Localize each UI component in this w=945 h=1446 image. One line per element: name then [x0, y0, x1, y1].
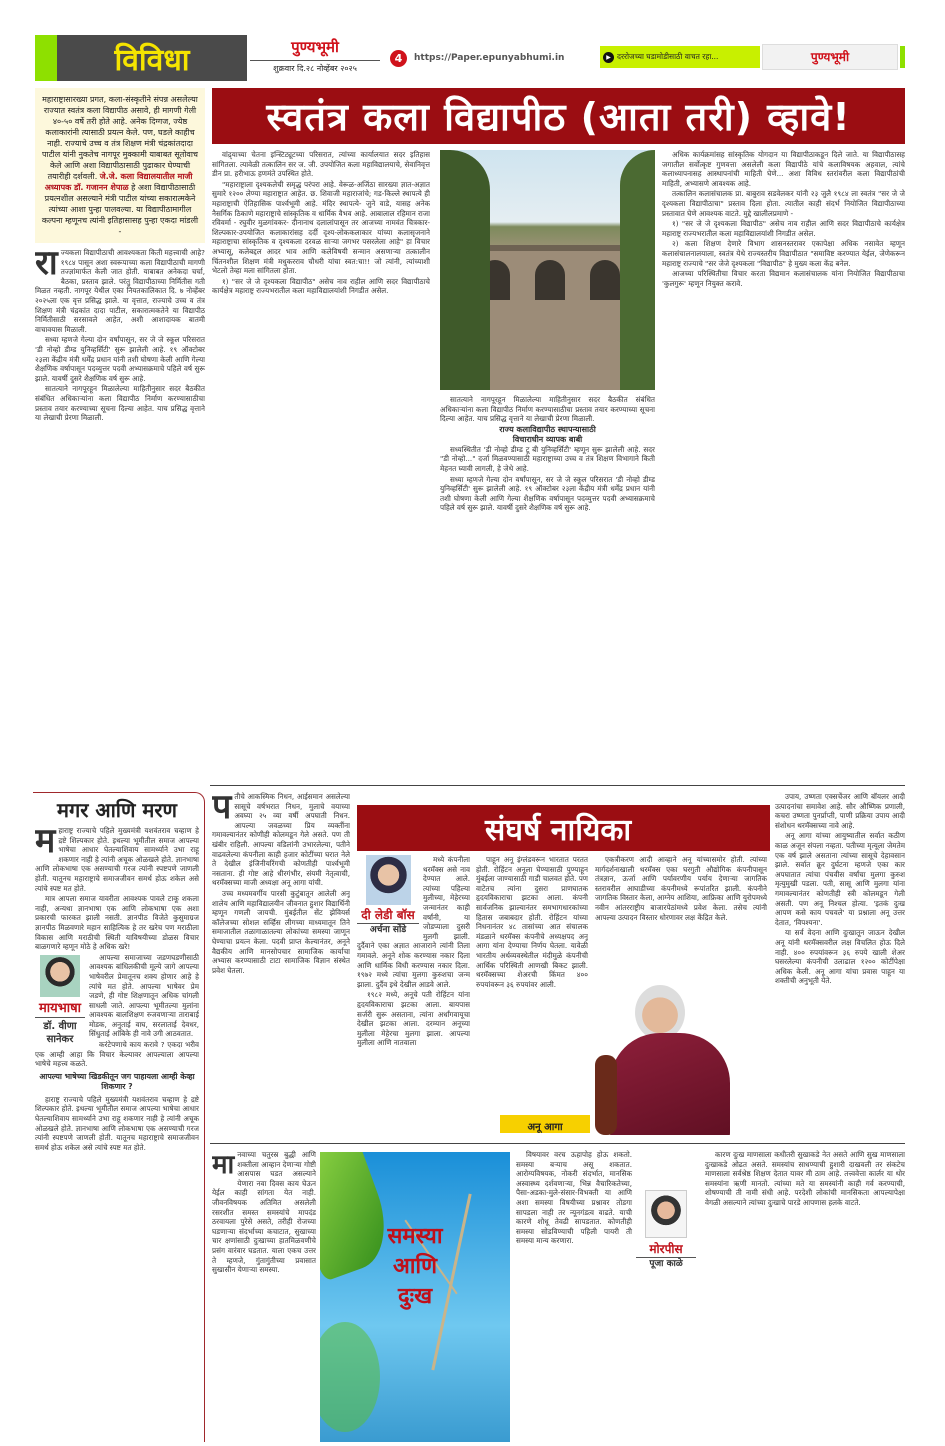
- intro-end: हे अशा विद्यापीठासाठी प्रयत्नशील असल्याने मंत्री पाटील यांच्या सकारात्मकेने त्यांच्या आशा पुन्हा पालवल्या. या विद्यापीठामागील कल्पना म्हणूनच त्यांनी इतिहासासह पुन्हा एकदा मांडली -: [41, 183, 199, 236]
- anu-aga-photo: [595, 985, 755, 1135]
- paragraph: नवाच्या चतुरस्र बुद्धी आणि शक्तीला आव्हान देणाऱ्या गोष्टी आसपास घडत असल्याने येणारा नवा दिवस काय घेऊन येईल काही सांगता येत नाही. जीवनविषयक अतिमित असलेली रसरशीत समस्त समस्यांचे मापदंड ठरवायला पुरेसे असते, तरीही रोजच्या घडणाऱ्या संदर्भाच्या कचाटात, सुखाच्या चार क्षणांसाठी दुःखाच्या हातमिळवणीचे प्रसंग वारंवार घडतात. याला एकच उत्तर ते म्हणजे, गुंतागुंतीच्या प्रवासात सुखासीन येणाऱ्या समस्या.: [212, 1150, 316, 1275]
- sangharsh-col-2: [595, 855, 767, 980]
- subheading: राज्य कलाविद्यापीठ स्थापन्यासाठी: [499, 424, 596, 434]
- sangharsh-title: संघर्ष नायिका: [485, 812, 632, 848]
- sangharsh-title-bar: [357, 805, 770, 851]
- paragraph: एकत्रीकरण आदी आव्हाने अनू यांच्यासमोर होती. त्यांच्या मार्गदर्शनाखाली थरमॅक्स एका घरगुती औद्योगिक कंपनीपासून तंत्रज्ञान, ऊर्जा आणि पर्यावरणीय पर्याय देणाऱ्या जागतिक स्तरावरील आघाडीच्या कंपनीमध्ये रूपांतरित झाली. कंपनीने जागतिक विस्तार केला, आग्नेय आशिया, आफ्रिका आणि युरोपमध्ये नवीन आंतरराष्ट्रीय बाजारपेठांमध्ये प्रवेश केला. तसेच त्यांनी आपल्या उत्पादन विस्तार धोरणावर लक्ष केंद्रित केले.: [595, 855, 767, 922]
- masthead-center: [250, 37, 380, 74]
- paragraph: १) "सर जे जे दृश्यकला विद्यापीठ" असेच नाव राहील आणि सदर विद्यापीठाचे कार्यक्षेत्र महाराष्ट्र राज्यभरातील कला महाविद्यालयांशी निगडीत असेल.: [662, 219, 905, 238]
- column-name: मोरपीस: [636, 1242, 696, 1258]
- samasya-col-3: [705, 1150, 905, 1442]
- paragraph: अधिक कार्यक्रमांसह सांस्कृतिक योगदान या विद्यापीठाकडून दिले जाते. या विद्यापीठासह जगातील सर्वोत्कृष्ट गुणवत्ता असलेली कला विद्यापीठे यांचे कलाविषयक अहवाल, त्यांचे कलाध्यापनासह आस्थापनांची माहिती घेणे... अशा विविध स्तरांवरील कला विद्यापीठांची माहिती, अभ्यासणे आवश्यक आहे.: [662, 150, 905, 188]
- ticker-bar: [600, 46, 760, 68]
- paragraph: वांद्र्याच्या चेतना इन्स्टिट्यूटच्या परिसरात, त्यांच्या कार्यालयात सदर इतिहास सांगितला. त्यावेळी तत्कालिन सर ज. जी. उपयोजित कला महाविद्यालयाचे, सेवानिवृत्त डीन प्रा. हरीभाऊ हणमंते उपस्थित होते.: [212, 150, 430, 179]
- drop-cap: रा: [35, 248, 58, 283]
- paragraph: कारण दुःख माणसाला कधीतरी सुखाकडे नेत असते आणि सुख माणसाला दुःखाकडे ओढत असते. समस्यांच साधण्याची हुशारी दाखवली तर संकटेच माणसाला सर्वश्रेष्ठ शिक्षण देतात यावर मी ठाम आहे. तत्त्ववेत्ता कार्लर या थोर समस्यांना ऋणी मानतो. त्यांच्या मते या समस्यांनी काही गर्व करण्याची, शोषण्याची ती नामी संधी आहे. परदेशी लोकांची मानसिकता आपल्यापेक्षा वेगळी असल्याने त्यांच्या दुःखाचे पारडे आपणास हलके वाटते.: [705, 1150, 905, 1207]
- image-title-line: दुःख: [397, 1284, 433, 1309]
- samasya-illustration: [320, 1152, 510, 1442]
- main-article-col-3: [662, 150, 905, 775]
- author-photo: [40, 955, 80, 997]
- column-title: मगर आणि मरण: [56, 798, 177, 822]
- main-article-col-left: [35, 248, 205, 775]
- image-title-line: आणि: [392, 1254, 438, 1279]
- paragraph: ज्यकला विद्यापीठाची आवश्यकता किती महत्त्वाची आहे? १९८४ पासून अशा स्वरूपाच्या कला विद्यापीठाची मागणी तज्ज्ञांमार्फत केली जात होती. याबाबत अनेकदा चर्चा, बैठका, प्रस्ताव झाले. परंतु विद्यापीठाच्या निर्मितीस गती मिळत नव्हती. नागपूर येथील एका नियतकालिकात दि. ७ नोव्हेंबर २०२५ला एक वृत्त प्रसिद्ध झाले. या वृत्तात, राज्याचे उच्च व तंत्र शिक्षण मंत्री चंद्रकांत दादा पाटील, सकारात्मकतेने या विद्यापीठ निर्मितीसाठी सरसावले आहेत, अशी आशादायक बातमी वाचावयास मिळाली.: [35, 248, 205, 334]
- paragraph: पाहून अनू इंग्लंडवरून भारतात परतत होती. रोहिंटन अनूला घेण्यासाठी पुण्याहून मुंबईला जाण्यासाठी गाडी चालवत होते. पण वाटेतच त्यांना दुसरा प्राणघातक हृदयविकाराचा झटका आला. कंपनी सार्वजनिक झाल्यानंतर समभागधारकांच्या हितास जबाबदार होती. रोहिंटन यांच्या निधनानंतर ४८ तासांच्या आत संचालक मंडळाने थरमॅक्स कंपनीचे अध्यक्षपद अनू आगा यांना देण्याचा निर्णय घेतला. यावेळी भारतीय अर्थव्यवस्थेतील मंदीमुळे कंपनीची आर्थिक परिस्थिती आणखी बिकट झाली. थरमॅक्सच्या शेअरची किंमत ४०० रुपयांवरून ३६ रुपयांवर आली.: [476, 855, 588, 989]
- section-banner: [35, 35, 247, 81]
- author-name: डॉ. वीणा सानेकर: [43, 1020, 77, 1045]
- divider: [210, 785, 905, 786]
- lady-boss-col-2: [357, 855, 470, 1122]
- column-name: मायभाषा: [35, 1000, 85, 1018]
- author-block: [357, 855, 419, 936]
- paragraph: २) कला शिक्षण देणारे विभाग शासनस्तरावर एकापेक्षा अधिक नसावेत म्हणून कलासंचालनालयाला, स्वतंत्र येथे राज्यस्तरीय विद्यापीठात "समाविष्ट करण्यात येईल, जेणेकरून महाराष्ट्र राज्याचे "सर जेजे दृश्यकला "विद्यापीठ" हे मुख्य कला केंद्र बनेल.: [662, 239, 905, 268]
- author-photo: [645, 1190, 687, 1238]
- image-title-line: समस्या: [387, 1224, 443, 1249]
- drop-cap: मा: [212, 1150, 235, 1180]
- paragraph: तीचे आकस्मिक निधन, आईसमान असलेल्या सासूचे वर्षभरात निधन, मुलाचे वयाच्या अवघ्या २५ व्या वर्षी अपघाती निधन. आपल्या जवळच्या प्रिय व्यक्तींना गमावल्यानंतर कोणीही कोलमडून गेले असते. पण ती खंबीर राहिली. आपल्या वडिलांनी उभारलेल्या, पतीने वाढवलेल्या कंपनीला काही हजार कोटींच्या घरात नेले ते देखील इंजिनीयरिंगची कोणतीही पार्श्वभूमी नसताना. ही गोष्ट आहे धीरगंभीर, संयमी नेतृत्वाची, थरमॅक्सच्या माजी अध्यक्षा अनू आगा यांची.: [212, 792, 350, 888]
- paragraph: सातत्याने नागपूरहून मिळालेल्या माहितीनुसार सदर बैठकीत संबंधित अधिकाऱ्यांना कला विद्यापीठ निर्माण करण्यासाठीचा प्रस्ताव तयार करण्याच्या सूचना दिल्या आहेत. याच प्रसिद्ध वृत्ताने या लेखाची प्रेरणा मिळाली.: [35, 384, 205, 423]
- paragraph: तत्कालिन कलासंचालक प्रा. बाबुराव सडवेलकर यांनी २३ जुलै १९८४ ला स्वतंत्र "सर जे जे दृश्यकला विद्यापीठाचा" प्रस्ताव दिला होता. त्यातील काही संदर्भ नियोजित विद्यापीठाच्या प्रस्तावात घेणे आवश्यक वाटते. मुद्दे खालीलप्रमाणे -: [662, 189, 905, 218]
- university-building-photo: [440, 150, 655, 390]
- photo-caption-text: अनू आगा: [527, 1122, 563, 1133]
- paragraph: या सर्व वेदना आणि दुःखातून जाऊन देखील अनू यांनी थरमॅक्सवरील लक्ष विचलित होऊ दिले नाही. ४०० रुपयांवरून ३६ रुपये खाली शेअर घसरलेल्या कंपनीची उलाढाल १२०० कोटींपेक्षा अधिक केली. अनू आगा यांचा प्रवास पाहून या शक्तीची अनुभूती येते.: [775, 928, 905, 986]
- paragraph: "महाराष्ट्राला दृश्यकलेची समृद्ध परंपरा आहे. वेरूळ-अजिंठा सारख्या ज्ञात-अज्ञात सुमारे १२०० लेण्या महाराष्ट्रात आहेत. छ. शिवाजी महाराजांचे; गड-किल्ले स्थापत्ये ही महाराष्ट्राची ऐतिहासिक पार्श्वभूमी आहे. मंदिर स्थापत्ये- जुने वाडे, यासह अनेक नैसर्गिक ठिकाणे महाराष्ट्राचे सांस्कृतिक व धार्मिक वैभव आहे. आबालाल रहिमान राजा रविवर्मा - रघुवीर मुळगांवकर- दीनानाथ दलालांपासून तर आजच्या नामवंत चित्रकार-शिल्पकार-उपयोजित कलाकारांसह दर्दी दृश्य-लोककलाकार यांच्या कलासृजनाने महाराष्ट्राचा सांस्कृतिक व दृश्यकला दरवळ साऱ्या जगभर पसरलेला आहे" हा विचार अभ्यासू, कलेबद्दल आदर भाव आणि कलेविषयी सन्मान असणाऱ्या तत्कालीन चिंतनशील शिक्षण मंत्री मधुकरराव चौधरी यांचा स्वत:चा!! जो त्यांनी, त्यांच्याशी भेटलो तेव्हा मला सांगितला होता.: [212, 179, 430, 276]
- subheading: आपल्या भाषेच्या खिडकीतून जग पाहायला आम्ही केव्हा शिकणार ?: [39, 1071, 195, 1091]
- author-name: अर्चना सोंडे: [369, 925, 407, 935]
- main-article-col-2: [440, 395, 655, 775]
- intro-text: महाराष्ट्रासारख्या प्रगत, कला-संस्कृतीने संपन्न असलेल्या राज्यात स्वतंत्र कला विद्यापीठ असावे, ही मागणी गेली ४०-५० वर्षे तरी होते आहे. अनेक दिग्गज, ज्येष्ठ कलाकारांनी त्यासाठी प्रयत्न केले. पण, घडले काहीच नाही. राज्याचे उच्च व तंत्र शिक्षण मंत्री चंद्रकांतदादा पाटील यांनी नुकतेच नागपूर मुक्कामी याबाबत सूतोवाच केले आणि अशा विद्यापीठासाठी पुढाकार घेण्याची तयारीही दर्शवली.: [41, 95, 199, 181]
- ticker-text: दररोजच्या घडामोडीसाठी वाचत रहा...: [617, 52, 719, 61]
- paragraph: सध्या म्हणजे गेल्या दोन वर्षांपासून, सर जे जे स्कूल परिसरात 'डी नोव्हो डीम्ड युनिव्हर्सिटी' सुरू झालेली आहे. १९ ऑक्टोबर २३ला केंद्रीय मंत्री धर्मेंद्र प्रधान यांनी तशी घोषणा केली आणि गेल्या शैक्षणिक वर्षापासून पदव्युत्तर पदवी अभ्यासक्रमाचे पहिले वर्ष सुरू झाले. यावर्षी दुसरे शैक्षणिक वर्ष सुरू आहे.: [35, 335, 205, 383]
- paragraph: १) "सर जे जे दृश्यकला विद्यापीठ" असेच नाव राहील आणि सदर विद्यापीठाचे कार्यक्षेत्र महाराष्ट्र राज्यभरातील कला महाविद्यालयांशी निगडीत असेल.: [212, 276, 430, 296]
- samasya-col-2: [516, 1150, 696, 1442]
- main-headline: स्वतंत्र कला विद्यापीठ (आता तरी) व्हावे!: [266, 95, 851, 139]
- drop-cap: प: [212, 792, 232, 827]
- intro-highlight: जे.जे. कला विद्यालयातील माजी अध्यापक डॉ. गजानन शेपाळ: [44, 172, 193, 192]
- paragraph: अनू आगा यांच्या आयुष्यातील सर्वात कठीण काळ अजून संपला नव्हता. पतीच्या मृत्यूला जेमतेम एक वर्ष झाले असताना त्यांच्या सासूचे देहावसान झाले. सर्वात क्रूर दुर्घटना म्हणजे एका कार अपघातात त्यांचा पंचवीस वर्षांचा मुलगा कुरुश मृत्युमुखी पडला. पती, सासू आणि मुलगा यांना गमावल्यानंतर कोणतीही स्त्री कोलमडून गेली असती. पण अनू निश्चल होत्या. 'इतकं दुःख आपण कसे काय पचवले' या प्रश्नाला अनू उत्तर देतात, 'विपश्यना'.: [775, 831, 905, 927]
- paragraph: सातत्याने नागपूरहून मिळालेल्या माहितीनुसार सदर बैठकीत संबंधित अधिकाऱ्यांना कला विद्यापीठ निर्माण करण्यासाठीचा प्रस्ताव तयार करण्याच्या सूचना दिल्या आहेत. याच प्रसिद्ध वृत्ताने या लेखाची प्रेरणा मिळाली.: [440, 395, 655, 424]
- author-block: [636, 1150, 696, 1270]
- accent-strip: [900, 46, 905, 68]
- logo-box: [762, 44, 898, 70]
- paper-logo: पुण्यभूमी: [810, 50, 850, 64]
- divider: [210, 1143, 905, 1144]
- paragraph: करंटेपणाचे काय करावे ? एकदा भरीव एक आम्ही आहा कि विचार केल्यावर आपल्याला आपल्या भाषेचे महत्त्व कळते.: [35, 1040, 199, 1069]
- column-name: दी लेडी बॉस: [357, 908, 419, 924]
- author-name: पूजा काळे: [649, 1259, 683, 1269]
- main-headline-bar: [212, 88, 905, 144]
- paragraph: १९८२ मध्ये, अनूचे पती रोहिंटन यांना हृदयविकाराचा झटका आला. बायपास सर्जरी सुरू असताना, त्यांना अर्धांगवायूचा देखील झटका आला. दरम्यान अनूच्या मुलीला मेहेरचा मुलगा झाला. आपल्या मुलीला आणि नातवाला: [357, 990, 470, 1048]
- left-intro-column: [35, 88, 205, 775]
- paragraph: सध्यस्थितीत 'डी नोव्हो डीम्ड टू बी युनिव्हर्सिटी' म्हणून सुरू झालेली आहे. सदर "डी नोव्हो..." दर्जा मिळवण्यासाठी महाराष्ट्राच्या उच्च व तंत्र शिक्षण विभागाने किती मेहनत घ्यावी लागली, हे जेथे आहे.: [440, 444, 655, 473]
- paragraph: मध्ये कंपनीला थरमॅक्स असे नाव देण्यात आले. त्यांच्या पहिल्या मुलीच्या, मेहेरच्या जन्मानंतर काही वर्षांनी, या जोडप्याला दुसरी मुलगी झाली. दुर्दैवाने एका अज्ञात आजाराने त्यांनी तिला गमावले. अनूने शोक करण्यास नकार दिला आणि धार्मिक विधी करण्यास नकार दिला. १९७२ मध्ये त्यांचा मुलगा कुरुशचा जन्म झाला. दुर्दैव इथे देखील आडवे आले.: [357, 855, 470, 989]
- website-link[interactable]: https://Paper.epunyabhumi.in: [414, 53, 565, 63]
- paragraph: उच्च मध्यमवर्गीय पारसी कुटुंबातून आलेली अनू शालेय आणि महाविद्यालयीन जीवनात हुशार विद्यार्थिनी म्हणून गणली जायची. मुंबईतील सेंट झेवियर्स कॉलेजच्या सोशल सर्व्हिस लीगच्या माध्यमातून तिने समाजातील तळागाळातल्या लोकांच्या समस्या जाणून घेण्याचा प्रयत्न केला. पदवी प्राप्त केल्यानंतर, अनूने वैद्यकीय आणि मानसोपचार सामाजिक कार्याचा अभ्यास करण्यासाठी टाटा सामाजिक विज्ञान संस्थेत प्रवेश घेतला.: [212, 888, 350, 975]
- author-block: [35, 955, 85, 1046]
- paper-name: पुण्यभूमी: [291, 38, 339, 56]
- author-photo: [366, 855, 411, 905]
- photo-caption: [500, 1115, 590, 1133]
- sangharsh-col-3: [775, 792, 905, 1137]
- drop-cap: म: [35, 826, 56, 861]
- section-name: विविधा: [114, 42, 190, 78]
- paragraph: हाराष्ट्र राज्याचे पहिले मुख्यमंत्री यशवंतराव चव्हाण हे द्रष्टे शिल्पकार होते. इथल्या भूमीतील समाज आपल्या भाषेचा आधार घेतल्याशिवाय सामर्थ्याने उभा राहू शकणार नाही हे त्यांनी अचूक ओळखले होते. ज्ञानभाषा आणि लोकभाषा एक असण्याची गरज त्यांनी स्पष्टपणे जाणली होती. यातूनच महाराष्ट्राचे समाजजीवन समर्थ होऊ शकेल असे त्यांचे स्पष्ट मत होते.: [35, 826, 199, 893]
- intro-box: [35, 88, 205, 243]
- paragraph: उपाय, उष्णता एक्सचेंजर आणि बॉयलर आदी उत्पादनांचा समावेश आहे. सौर औष्णिक प्रणाली, कचरा उष्णता पुनर्प्राप्ती, पाणी प्रक्रिया उपाय आदी संशोधन थरमॅक्सच्या नावे आहे.: [775, 792, 905, 830]
- paragraph: आजच्या परिस्थितीचा विचार करता विद्यमान कलासंचालक यांना नियोजित विद्यापीठाचा 'कुलगुरू' म्हणून नियुक्त करावे.: [662, 269, 905, 288]
- samasya-col-1: [212, 1150, 316, 1442]
- paragraph: मात्र आपला समाज यावरीता आवश्यक पावले टाकू शकला नाही, अन्यथा ज्ञानभाषा एक आणि लोकभाषा एक अशा प्रकारची फारकत झाली नसती. ज्ञानपीठ विजेते कुसुमाग्रज ज्ञानपीठ मिळवणारे महान साहित्यिक हे तर खरेच पण मराठीला विकास आणि मराठीची स्थिती याविषयीच्या डोळस विचार बाळगणारे म्हणून मोठे हे अधिक खरे!: [35, 894, 199, 952]
- paragraph: विषयावर वरच ऊहापोह होऊ शकतो. समस्या बऱ्याच असू शकतात. आरोग्यविषयक, नोकरी संदर्भात, मानसिक अस्वास्थ्य दर्शवणाऱ्या, भिन्न वैचारिकतेच्या, पैसा-अडका-मुले-संसार-विभक्ती या आणि अशा समस्या विषयीच्या प्रश्नावर तोडगा सापडला नाही तर न्यूनगंडत्व वाढते. याची कारणे शोधू तेवढी सापडतात. कोणतीही समस्या सोडविण्याची पहिली पायरी ती समस्या मान्य करणारा.: [516, 1150, 632, 1246]
- paragraph: हाराष्ट्र राज्याचे पहिले मुख्यमंत्री यशवंतराव चव्हाण हे द्रष्टे शिल्पकार होते. इथल्या भूमीतील समाज आपल्या भाषेचा आधार घेतल्याशिवाय सामर्थ्याने उभा राहू शकणार नाही हे त्यांनी अचूक ओळखले होते. ज्ञानभाषा आणि लोकभाषा एक असण्याची गरज त्यांनी स्पष्टपणे जाणली होती. यातूनच महाराष्ट्राचे समाजजीवन समर्थ होऊ शकेल असे त्यांचे स्पष्ट मत होते.: [35, 1094, 199, 1152]
- column-box-left: [33, 792, 205, 1442]
- play-icon: ▶: [603, 52, 614, 63]
- main-article-col-1: [212, 150, 430, 775]
- paragraph: सध्या म्हणजे गेल्या दोन वर्षांपासून, सर जे जे स्कूल परिसरात 'डी नोव्हो डीम्ड युनिव्हर्सिटी' सुरू झालेली आहे. १९ ऑक्टोबर २३ला केंद्रीय मंत्री धर्मेंद्र प्रधान यांनी तशी घोषणा केली आणि गेल्या शैक्षणिक वर्षापासून पदव्युत्तर पदवी अभ्यासक्रमाचे पहिले वर्ष सुरू झाले. यावर्षी दुसरे शैक्षणिक वर्ष सुरू आहे.: [440, 474, 655, 513]
- issue-date: शुक्रवार दि.२८ नोव्हेंबर २०२५: [250, 60, 380, 74]
- subheading: विचाराधीन व्यापक बाबी: [512, 434, 583, 444]
- page-number-badge: 4: [390, 50, 407, 67]
- sangharsh-col-1: [476, 855, 588, 1105]
- paragraph: आपल्या समाजाच्या जडणघडणीसाठी आवश्यक बांधिलकीची मूल्ये जागे आपल्या भाषेवरील प्रेमातूनच शक्य होणार आहे हे त्यांचे मत होते. आपल्या भाषेवर प्रेम जडणे, ही गोष्ट शिक्षणातून अधिक चांगली साधली जाते. आपल्या भूमीतल्या मुलांना आवश्यक बालशिक्षण रुजवणाऱ्या ताराबाई मोडक, अनुताई वाघ, सरलाताई देवधर, सिंधुताई आंबिके ही नावे उगी आठवतात.: [89, 952, 199, 1039]
- lady-boss-col-1: [212, 792, 350, 1122]
